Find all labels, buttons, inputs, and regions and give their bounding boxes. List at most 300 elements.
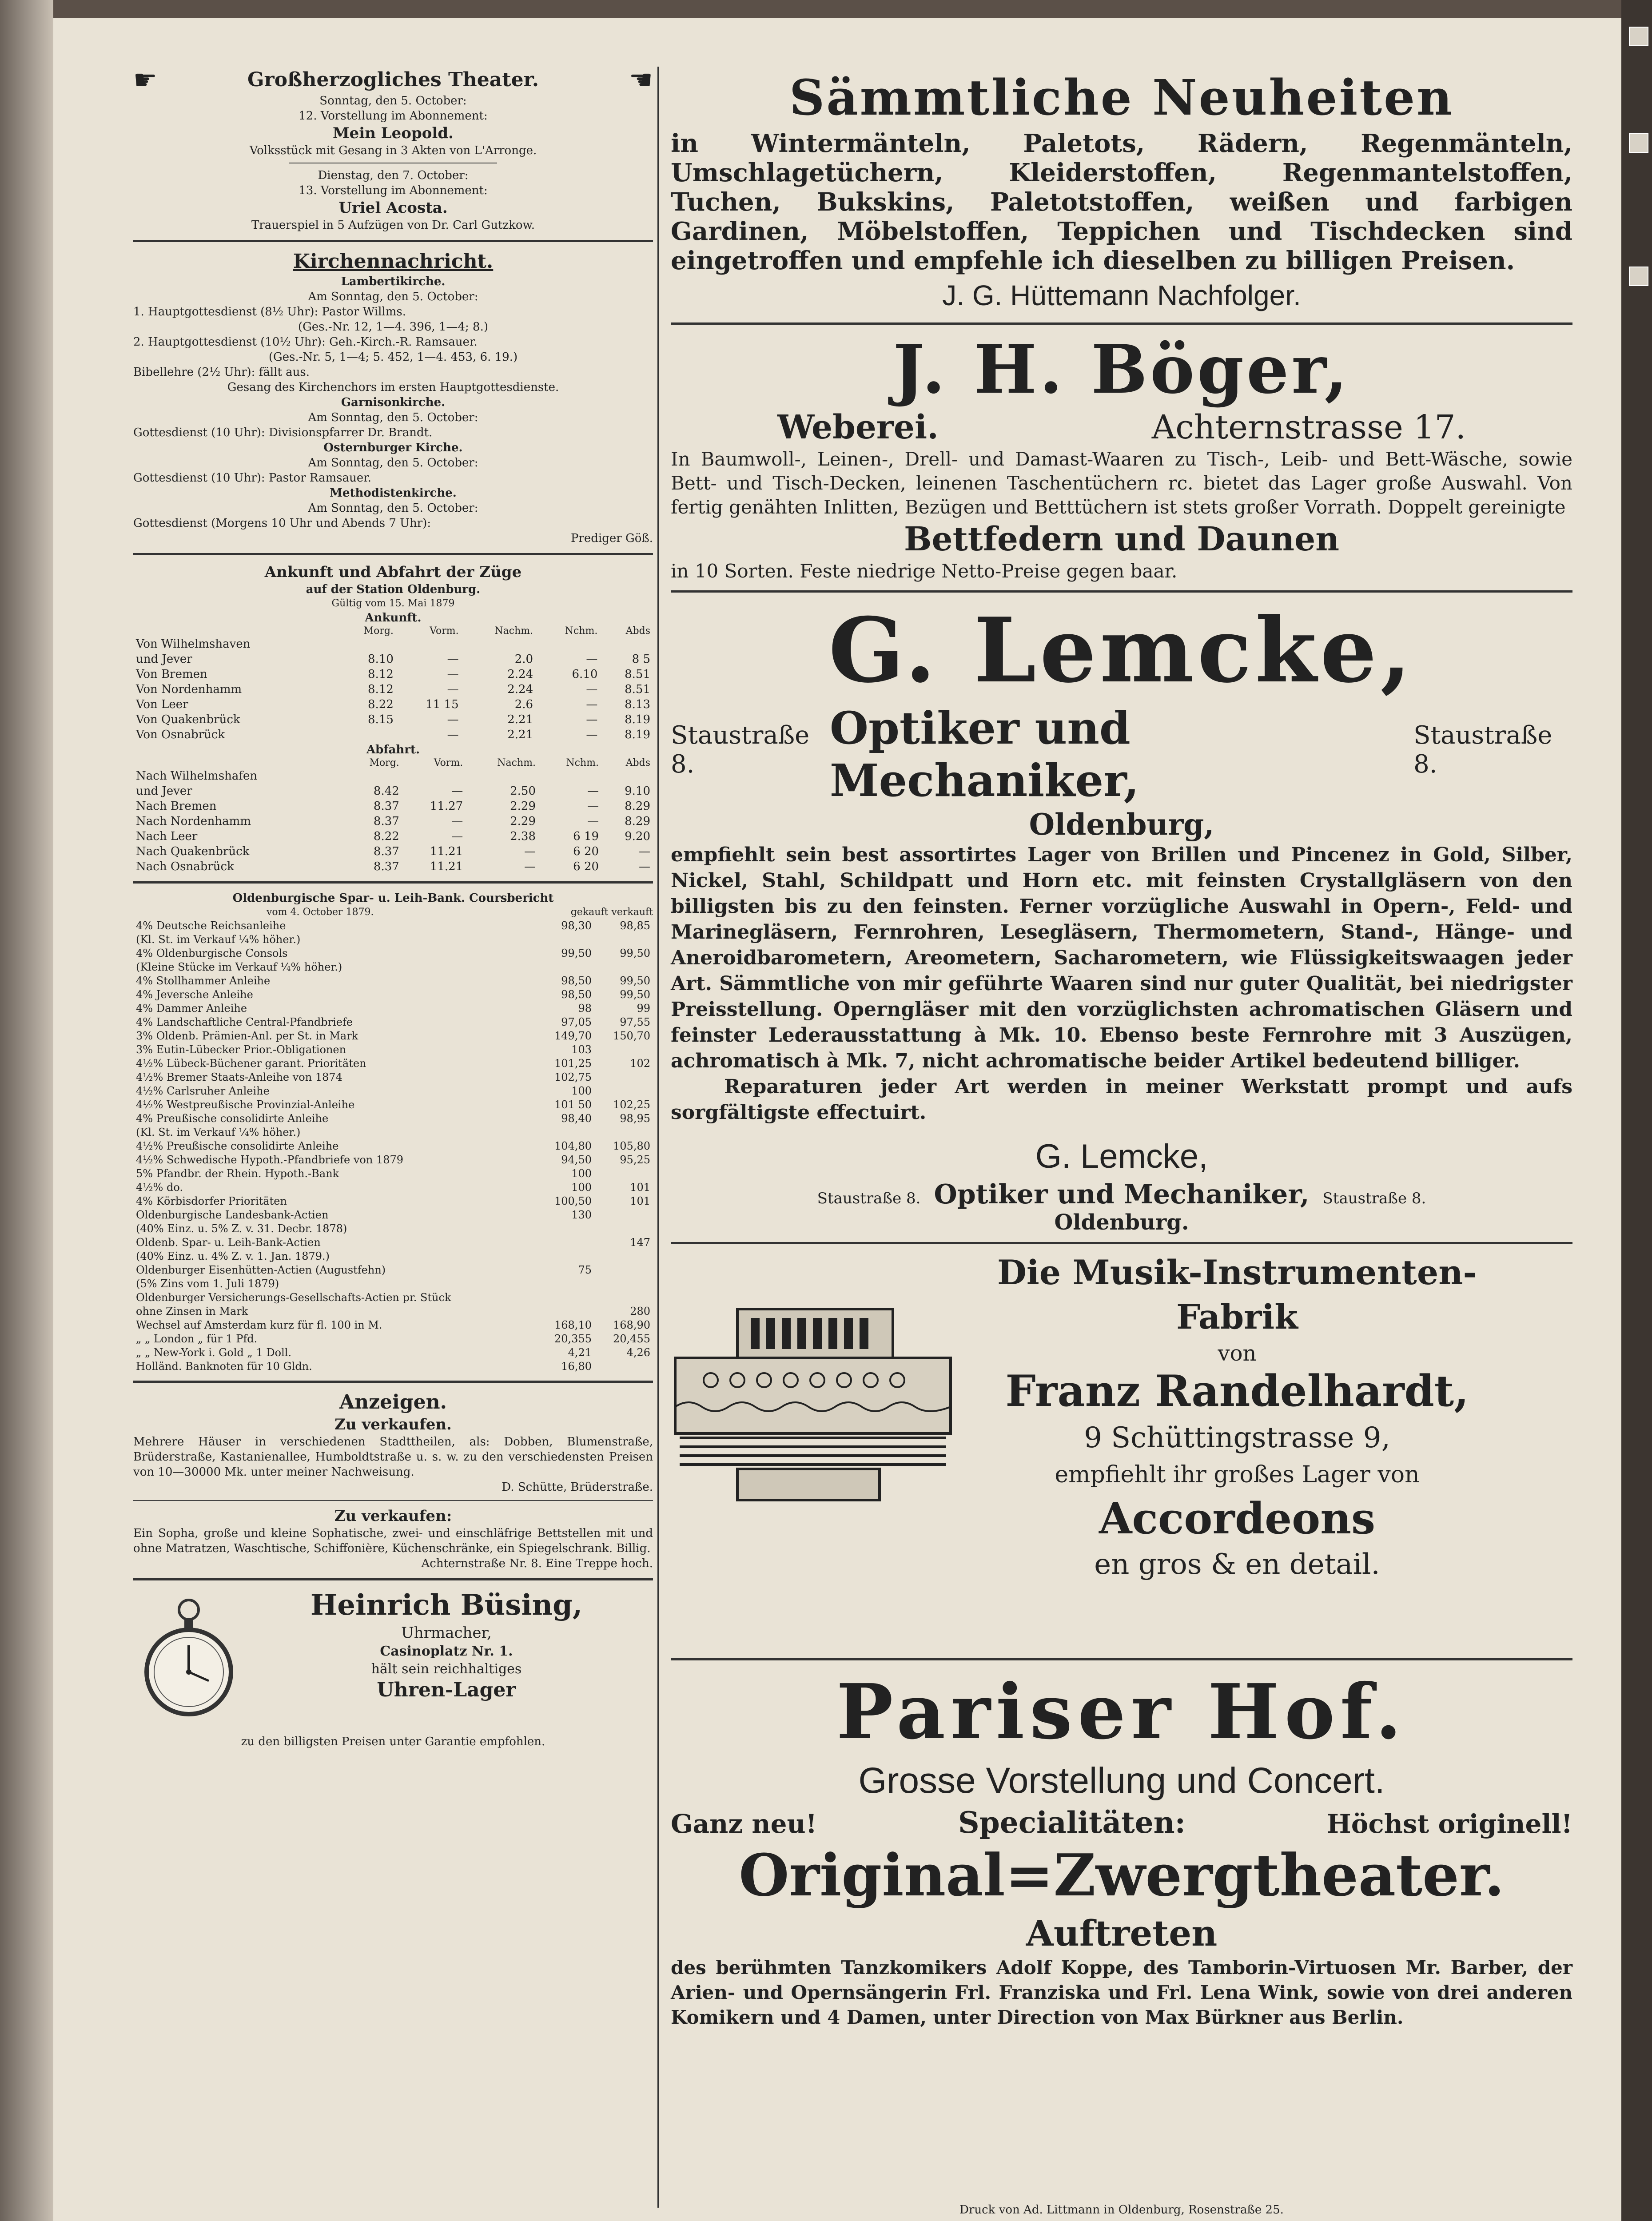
randelhardt-ad: [671, 1251, 1572, 1651]
table-row: [133, 1167, 653, 1181]
price-cell: 149,70: [554, 1030, 592, 1042]
table-row: [133, 799, 653, 814]
huettemann-sign: J. G. Hüttemann Nachfolger.: [942, 279, 1301, 311]
divider: [133, 553, 653, 555]
show-title: Uriel Acosta.: [338, 199, 448, 217]
church-line: Prediger Göß.: [570, 532, 653, 545]
left-column: [133, 64, 653, 2172]
church-line: Gottesdienst (10 Uhr): Divisionspfarrer Dr. Brandt.: [133, 426, 433, 439]
church-line: Gottesdienst (Morgens 10 Uhr und Abends 7 Uhr):: [133, 517, 431, 530]
table-row: [133, 1277, 653, 1291]
sale2-sign: Achternstraße Nr. 8. Eine Treppe hoch.: [421, 1557, 653, 1570]
price-cell: 99,50: [620, 947, 650, 959]
pariser-text: des berühmten Tanzkomikers Adolf Koppe, des Tamborin-Virtuosen Mr. Barber, der Arien- und Opernsängerin Frl. Franziska und Frl. Lena Wink, sowie von drei anderen Komikern und 4 Damen, unter Direction von Max Bürkner aus Berlin.: [671, 1957, 1572, 2028]
watchmaker-line: hält sein reichhaltiges: [371, 1661, 522, 1677]
time-cell: [538, 768, 601, 784]
church-lambert: [133, 274, 653, 395]
lemcke-sign-trade: Optiker und Mechaniker,: [934, 1179, 1310, 1210]
table-row: [133, 1084, 653, 1098]
time-cell: [336, 637, 396, 652]
time-cell: 8.19: [625, 713, 650, 726]
station-cell: Nach Leer: [136, 830, 198, 843]
price-cell: 95,25: [620, 1154, 650, 1166]
time-cell: [601, 768, 653, 784]
price-cell: 101,25: [554, 1057, 592, 1070]
time-cell: —: [587, 815, 599, 828]
church-osternburg: [133, 440, 653, 486]
price-cell: 102: [630, 1057, 650, 1070]
pariser-headline: Original=Zwergtheater.: [739, 1841, 1505, 1909]
pointing-hand-left-icon: ☛: [629, 64, 653, 96]
boeger-feather: Bettfedern und Daunen: [904, 520, 1339, 558]
lemcke-name: G. Lemcke,: [828, 598, 1415, 703]
boeger-name: J. H. Böger,: [893, 330, 1350, 409]
divider: [133, 1500, 653, 1501]
security-name-cell: 4% Deutsche Reichsanleihe: [136, 919, 286, 932]
price-cell: 4,21: [568, 1346, 592, 1359]
table-header-row: [133, 625, 653, 637]
col-header: Abds: [625, 625, 650, 637]
col-header: Morg.: [363, 625, 394, 637]
boeger-feather-note: in 10 Sorten. Feste niedrige Netto-Preise gegen baar.: [671, 560, 1178, 582]
security-name-cell: (40% Einz. u. 5% Z. v. 31. Decbr. 1878): [136, 1222, 347, 1235]
lemcke-street: Staustraße 8.: [671, 721, 810, 779]
time-cell: 9.10: [625, 784, 650, 798]
price-cell: [594, 933, 653, 947]
church-name: Osternburger Kirche.: [323, 441, 463, 454]
security-name-cell: ohne Zinsen in Mark: [136, 1305, 248, 1317]
church-date: Am Sonntag, den 5. October:: [308, 411, 478, 424]
price-cell: 100,50: [554, 1195, 592, 1207]
trains-subtitle: auf der Station Oldenburg.: [306, 583, 481, 596]
time-cell: 8.29: [625, 800, 650, 813]
show-desc: Volksstück mit Gesang in 3 Akten von L'Arronge.: [249, 144, 537, 157]
time-cell: [466, 768, 538, 784]
table-row: [133, 1332, 653, 1346]
time-cell: 8.29: [625, 815, 650, 828]
divider: [133, 240, 653, 242]
table-row: [133, 1126, 653, 1139]
time-cell: —: [447, 683, 459, 696]
table-row: [133, 667, 653, 682]
security-name-cell: (40% Einz. u. 4% Z. v. 1. Jan. 1879.): [136, 1250, 330, 1262]
time-cell: 9.20: [625, 830, 650, 843]
time-cell: 2.21: [507, 728, 533, 741]
table-row: [133, 844, 653, 859]
price-cell: [594, 960, 653, 974]
security-name-cell: (Kleine Stücke im Verkauf ¼% höher.): [136, 961, 342, 973]
price-cell: [594, 1222, 653, 1236]
kurs-date: vom 4. October 1879.: [267, 907, 374, 918]
price-cell: [536, 960, 594, 974]
time-cell: 2.0: [514, 653, 533, 666]
time-cell: 2.24: [507, 668, 533, 681]
price-cell: 102,75: [554, 1071, 592, 1083]
table-row: [133, 1360, 653, 1373]
theater-show-2: [133, 168, 653, 233]
price-cell: 147: [630, 1236, 650, 1249]
time-cell: —: [586, 653, 598, 666]
security-name-cell: (Kl. St. im Verkauf ¼% höher.): [136, 933, 301, 946]
watchmaker-name: Heinrich Büsing,: [310, 1588, 583, 1622]
time-cell: 8.22: [373, 830, 399, 843]
price-cell: [594, 1277, 653, 1291]
divider: [671, 1658, 1572, 1660]
church-garnison: [133, 395, 653, 440]
table-row: [133, 1153, 653, 1167]
church-line: 1. Hauptgottesdienst (8½ Uhr): Pastor Willms.: [133, 305, 406, 318]
kurs-table: [133, 919, 653, 1373]
randelhardt-product: Accordeons: [1099, 1493, 1376, 1544]
time-cell: 11.21: [430, 860, 463, 873]
randelhardt-l5: en gros & en detail.: [1094, 1548, 1380, 1581]
table-row: [133, 784, 653, 799]
divider: [133, 881, 653, 884]
time-cell: [336, 727, 396, 742]
lemcke-street: Staustraße 8.: [1413, 721, 1552, 779]
table-header-row: [133, 757, 653, 768]
price-cell: 75: [578, 1264, 592, 1276]
sale2-title: Zu verkaufen:: [334, 1507, 452, 1525]
table-row: [133, 1318, 653, 1332]
price-cell: [536, 1236, 594, 1250]
time-cell: —: [639, 860, 650, 873]
price-cell: [536, 933, 594, 947]
table-row: [133, 947, 653, 960]
price-cell: 101: [630, 1195, 650, 1207]
boeger-sub: [671, 407, 1572, 447]
watchmaker-address: Casinoplatz Nr. 1.: [380, 1644, 513, 1659]
price-cell: 98,40: [561, 1112, 592, 1125]
security-name-cell: Wechsel auf Amsterdam kurz für fl. 100 in M.: [136, 1319, 382, 1331]
price-cell: 20,455: [613, 1333, 650, 1345]
watchmaker-line: Uhren-Lager: [377, 1679, 516, 1701]
price-cell: 102,25: [613, 1099, 650, 1111]
time-cell: —: [586, 713, 598, 726]
price-cell: 100: [571, 1085, 592, 1097]
ads-heading: Anzeigen.: [339, 1391, 447, 1413]
price-cell: 98,50: [561, 988, 592, 1001]
station-cell: Von Bremen: [136, 668, 207, 681]
time-cell: —: [586, 683, 598, 696]
price-cell: 20,355: [554, 1333, 592, 1345]
divider: [671, 1242, 1572, 1244]
trains-title: Ankunft und Abfahrt der Züge: [264, 563, 522, 581]
pariser-appear: Auftreten: [1026, 1912, 1218, 1954]
col-header: Nchm.: [565, 625, 598, 637]
time-cell: 11 15: [426, 698, 459, 711]
col-header: Nachm.: [494, 625, 533, 637]
security-name-cell: 4½% Lübeck-Büchener garant. Prioritäten: [136, 1057, 366, 1070]
time-cell: 2.29: [510, 815, 536, 828]
security-name-cell: Oldenburgische Landesbank-Actien: [136, 1209, 329, 1221]
time-cell: 8.37: [373, 815, 399, 828]
church-methodist: [133, 486, 653, 546]
church-name: Garnisonkirche.: [341, 396, 446, 409]
price-cell: 101: [630, 1181, 650, 1194]
accordion-icon: [671, 1300, 955, 1505]
price-cell: 168,90: [613, 1319, 650, 1331]
table-row: [133, 697, 653, 712]
arrival-table: [133, 625, 653, 742]
table-row: [133, 1043, 653, 1057]
station-cell: Von Quakenbrück: [136, 713, 240, 726]
divider: [671, 590, 1572, 593]
price-cell: 100: [571, 1167, 592, 1180]
security-name-cell: 4% Landschaftliche Central-Pfandbriefe: [136, 1016, 353, 1028]
scan-binding-edge: [0, 0, 53, 2221]
price-cell: 98,30: [561, 919, 592, 932]
security-name-cell: 4½% Carlsruher Anleihe: [136, 1085, 270, 1097]
price-cell: [594, 1291, 653, 1305]
time-cell: —: [587, 784, 599, 798]
church-line: Gesang des Kirchenchors im ersten Hauptgottesdienste.: [227, 381, 559, 394]
show-subscription: 12. Vorstellung im Abonnement:: [299, 109, 488, 123]
col-header: Vorm.: [430, 625, 459, 637]
table-row: [133, 988, 653, 1002]
kurs-col-header: gekauft: [570, 907, 609, 918]
table-row: [133, 1305, 653, 1318]
church-name: Lambertikirche.: [341, 275, 446, 288]
departure-table: [133, 757, 653, 874]
price-cell: [536, 1277, 594, 1291]
divider: [133, 1578, 653, 1580]
security-name-cell: „ „ New-York i. Gold „ 1 Doll.: [136, 1346, 292, 1359]
col-header: Abds: [625, 757, 650, 768]
table-row: [133, 1071, 653, 1084]
time-cell: —: [447, 653, 459, 666]
time-cell: 8.42: [373, 784, 399, 798]
table-row: [133, 919, 653, 933]
table-row: [133, 712, 653, 727]
church-name: Methodistenkirche.: [330, 486, 457, 500]
station-cell: und Jever: [136, 784, 192, 798]
col-header: Vorm.: [434, 757, 463, 768]
security-name-cell: 3% Oldenb. Prämien-Anl. per St. in Mark: [136, 1030, 358, 1042]
watchmaker-trade: Uhrmacher,: [401, 1624, 492, 1642]
time-cell: 2.6: [514, 698, 533, 711]
church-date: Am Sonntag, den 5. October:: [308, 290, 478, 303]
table-row: [133, 974, 653, 988]
time-cell: 8.10: [368, 653, 394, 666]
time-cell: 6 19: [573, 830, 599, 843]
price-cell: 105,80: [613, 1140, 650, 1152]
price-cell: 98,95: [620, 1112, 650, 1125]
time-cell: —: [524, 860, 536, 873]
price-cell: [594, 1043, 653, 1057]
table-row: [133, 960, 653, 974]
station-cell: Nach Nordenhamm: [136, 815, 251, 828]
price-cell: 130: [571, 1209, 592, 1221]
table-row: [133, 1194, 653, 1208]
time-cell: 8.37: [373, 860, 399, 873]
time-cell: 2.24: [507, 683, 533, 696]
security-name-cell: 5% Pfandbr. der Rhein. Hypoth.-Bank: [136, 1167, 339, 1180]
huettemann-title: Sämmtliche Neuheiten: [789, 69, 1454, 126]
pariser-right: Höchst originell!: [1326, 1809, 1572, 1839]
price-cell: 99,50: [620, 975, 650, 987]
time-cell: —: [451, 830, 463, 843]
lemcke-sign-city: Oldenburg.: [1054, 1210, 1189, 1235]
time-cell: [536, 637, 600, 652]
time-cell: —: [447, 713, 459, 726]
price-cell: 99: [637, 1002, 650, 1015]
table-row: [133, 1057, 653, 1071]
time-cell: [396, 637, 462, 652]
security-name-cell: Oldenburger Eisenhütten-Actien (Augustfehn): [136, 1264, 386, 1276]
time-cell: 8.22: [368, 698, 394, 711]
time-cell: 8.19: [625, 728, 650, 741]
time-cell: —: [639, 845, 650, 858]
price-cell: 280: [630, 1305, 650, 1317]
boeger-sub-left: Weberei.: [777, 408, 939, 446]
time-cell: 6 20: [573, 860, 599, 873]
time-cell: [462, 637, 536, 652]
time-cell: 8.13: [625, 698, 650, 711]
scan-ruler: [1621, 0, 1652, 2221]
show-title: Mein Leopold.: [333, 124, 454, 142]
table-row: [133, 1222, 653, 1236]
lemcke-text: empfiehlt sein best assortirtes Lager von Brillen und Pincenez in Gold, Silber, Nickel, Stahl, Schildpatt und Horn etc. mit feinsten Crystallgläsern von den billigsten bis zu den feinsten. Ferner vorzügliche Auswahl in Opern-, Feld- und Marinegläsern, Fernrohren, Lesegläsern, Thermometern, Stand-, Hänge- und Aneroidbarometern, Areometern, Sacharometern, wie Flüssigkeitswaagen jeder Art. Sämmtliche von mir geführte Waaren sind nur guter Qualität, bei niedrigster Preisstellung. Operngläser mit den vorzüglichsten achromatischen Gläsern und feinster Lederausstattung à Mk. 10. Ebenso beste Fernrohre mit 3 Auszügen, achromatisch à Mk. 7, nicht achromatische beider Artikel bedeutend billiger.: [671, 844, 1572, 1072]
security-name-cell: 4½% Westpreußische Provinzial-Anleihe: [136, 1099, 355, 1111]
price-cell: 99,50: [561, 947, 592, 959]
watchmaker-line: zu den billigsten Preisen unter Garantie empfohlen.: [241, 1735, 545, 1748]
lemcke-street: Staustraße 8.: [817, 1190, 921, 1207]
price-cell: 100: [571, 1181, 592, 1194]
security-name-cell: (Kl. St. im Verkauf ¼% höher.): [136, 1126, 301, 1138]
randelhardt-address: 9 Schüttingstrasse 9,: [1084, 1421, 1390, 1454]
lemcke-sign-trade-line: [671, 1179, 1572, 1210]
time-cell: 11.21: [430, 845, 463, 858]
table-row: [133, 1208, 653, 1222]
watchmaker-ad: [133, 1588, 653, 1734]
show-date: Sonntag, den 5. October:: [319, 94, 467, 107]
boeger-sub-right: Achternstrasse 17.: [1151, 408, 1466, 446]
station-cell: Nach Osnabrück: [136, 860, 234, 873]
security-name-cell: 4% Preußische consolidirte Anleihe: [136, 1112, 329, 1125]
time-cell: 8.37: [373, 800, 399, 813]
table-row: [133, 652, 653, 667]
price-cell: 104,80: [554, 1140, 592, 1152]
time-cell: 8.51: [625, 668, 650, 681]
time-cell: [600, 637, 653, 652]
pocket-watch-icon: [138, 1592, 240, 1725]
price-cell: 98,50: [561, 975, 592, 987]
column-divider: [657, 67, 659, 2208]
divider: [133, 1381, 653, 1383]
time-cell: [343, 768, 402, 784]
time-cell: 6.10: [572, 668, 598, 681]
time-cell: —: [586, 698, 598, 711]
time-cell: 11.27: [430, 800, 463, 813]
theater-title: Großherzogliches Theater.: [247, 68, 539, 91]
price-cell: [594, 1250, 653, 1263]
theater-show-1: [133, 93, 653, 158]
table-row: [133, 859, 653, 874]
right-column: [671, 67, 1572, 2199]
time-cell: [402, 768, 466, 784]
table-row: [133, 933, 653, 947]
station-cell: Von Osnabrück: [136, 728, 225, 741]
lemcke-sign-name: G. Lemcke,: [1035, 1138, 1208, 1175]
table-row: [133, 1112, 653, 1126]
printer-imprint: Druck von Ad. Littmann in Oldenburg, Rosenstraße 25.: [959, 2203, 1284, 2217]
kurs-subheader: [133, 906, 653, 919]
arrival-label: Ankunft.: [365, 611, 422, 625]
pointing-hand-icon: ☛: [133, 64, 157, 96]
time-cell: 8.12: [368, 683, 394, 696]
church-title: Kirchennachricht.: [293, 250, 494, 273]
security-name-cell: 4% Dammer Anleihe: [136, 1002, 247, 1015]
station-cell: Nach Bremen: [136, 800, 217, 813]
pariser-name: Pariser Hof.: [836, 1668, 1407, 1756]
table-row: [133, 1002, 653, 1015]
price-cell: [594, 1084, 653, 1098]
price-cell: [536, 1291, 594, 1305]
time-cell: —: [451, 815, 463, 828]
sale1-title: Zu verkaufen.: [334, 1416, 452, 1433]
security-name-cell: 4% Oldenburgische Consols: [136, 947, 288, 959]
security-name-cell: 4% Jeversche Anleihe: [136, 988, 253, 1001]
time-cell: —: [447, 728, 459, 741]
table-row: [133, 727, 653, 742]
time-cell: 8.15: [368, 713, 394, 726]
table-row: [133, 768, 653, 784]
church-line: Bibellehre (2½ Uhr): fällt aus.: [133, 366, 310, 379]
security-name-cell: 4% Stollhammer Anleihe: [136, 975, 271, 987]
randelhardt-l1: Die Musik-Instrumenten-: [997, 1253, 1477, 1292]
security-name-cell: Holländ. Banknoten für 10 Gldn.: [136, 1360, 312, 1373]
price-cell: 98: [578, 1002, 592, 1015]
security-name-cell: 4½% Bremer Staats-Anleihe von 1874: [136, 1071, 342, 1083]
departure-label: Abfahrt.: [366, 743, 420, 756]
station-cell: Von Wilhelmshaven: [136, 637, 251, 651]
boeger-text: In Baumwoll-, Leinen-, Drell- und Damast-Waaren zu Tisch-, Leib- und Bett-Wäsche, sowie Bett- und Tisch-Decken, leinenen Taschentüchern rc. bietet das Lager große Auswahl. Von fertig genähten Inlitten, Bezügen und Betttüchern ist stets großer Vorrath. Doppelt gereinigte: [671, 448, 1572, 518]
lemcke-trade: Optiker und Mechaniker,: [829, 702, 1139, 807]
time-cell: 8.12: [368, 668, 394, 681]
price-cell: 4,26: [626, 1346, 650, 1359]
table-row: [133, 1250, 653, 1263]
price-cell: [536, 1126, 594, 1139]
lemcke-repair: Reparaturen jeder Art werden in meiner Werkstatt prompt und aufs sorgfältigste effectuirt.: [671, 1075, 1572, 1124]
table-row: [133, 637, 653, 652]
time-cell: 6 20: [573, 845, 599, 858]
col-header: Nachm.: [497, 757, 536, 768]
trains-valid: Gültig vom 15. Mai 1879: [331, 598, 455, 609]
security-name-cell: 4½% Schwedische Hypoth.-Pfandbriefe von 1879: [136, 1154, 404, 1166]
table-row: [133, 1098, 653, 1112]
church-date: Am Sonntag, den 5. October:: [308, 502, 478, 515]
security-name-cell: 3% Eutin-Lübecker Prior.-Obligationen: [136, 1043, 346, 1056]
price-cell: [594, 1071, 653, 1084]
show-date: Dienstag, den 7. October:: [318, 169, 469, 182]
security-name-cell: „ „ London „ für 1 Pfd.: [136, 1333, 258, 1345]
church-line: (Ges.-Nr. 12, 1—4. 396, 1—4; 8.): [298, 320, 488, 334]
pariser-left: Ganz neu!: [671, 1809, 817, 1839]
time-cell: —: [524, 845, 536, 858]
church-line: (Ges.-Nr. 5, 1—4; 5. 452, 1—4. 453, 6. 19.): [268, 350, 518, 364]
time-cell: 8 5: [632, 653, 650, 666]
huettemann-text: in Wintermänteln, Paletots, Rädern, Regenmänteln, Umschlagetüchern, Kleiderstoffen, Regenmantelstoffen, Tuchen, Bukskins, Paletotstoffen, weißen und farbigen Gardinen, Möbelstoffen, Teppichen und Tischdecken sind eingetroffen und empfehle ich dieselben zu billigen Preisen.: [671, 129, 1572, 275]
table-row: [133, 814, 653, 829]
church-line: Gottesdienst (10 Uhr): Pastor Ramsauer.: [133, 471, 372, 485]
table-row: [133, 1291, 653, 1305]
security-name-cell: 4½% do.: [136, 1181, 183, 1194]
time-cell: 8.37: [373, 845, 399, 858]
station-cell: Nach Quakenbrück: [136, 845, 250, 858]
time-cell: —: [587, 800, 599, 813]
time-cell: 2.50: [510, 784, 536, 798]
